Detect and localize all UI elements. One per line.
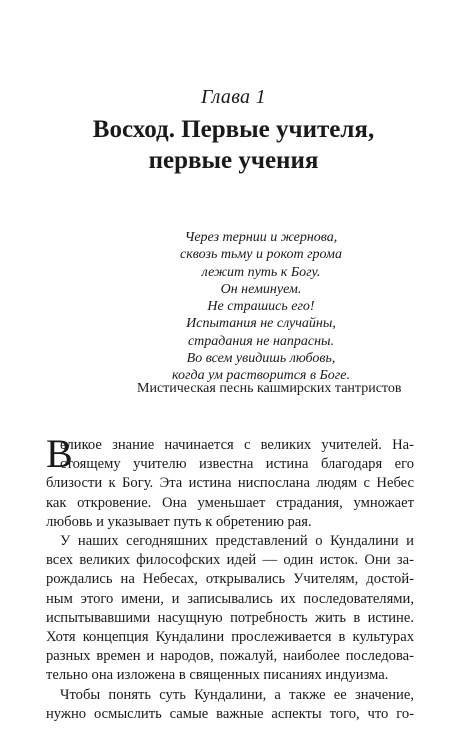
chapter-label: Глава 1 [201,86,266,108]
body-line: стоящему учителю известна истина благодаря его [60,456,414,473]
epigraph-line: страдания не напрасны. [187,333,335,349]
chapter-title-line: Восход. Первые учителя, [92,116,375,143]
body-line: всех великих философских идей — один исток. Они за- [46,552,414,569]
epigraph-line: Он неминуем. [220,281,302,297]
body-line: испытывавшими насущную потребность жить в истине. [46,609,414,626]
epigraph-line: Во всем увидишь любовь, [186,351,336,367]
body-line: тельно она изложена в священных писаниях индуизма. [46,667,389,684]
epigraph-line: Испытания не случайны, [186,316,336,332]
epigraph-line: Не страшись его! [207,299,315,315]
body-line: рождались на Небесах, открывались Учителям, достой- [46,571,414,588]
body-line: как откровение. Она уменьшает страдания, умножает [46,494,414,511]
body-line: Хотя концепция Кундалини прослеживается в культурах [46,629,414,646]
body-line: близости к Богу. Эта истина ниспослана людям с Небес [46,475,414,492]
body-text [46,431,414,724]
epigraph [151,229,371,385]
body-line: ным этого имени, и записывались их последователями, [46,590,414,607]
body-line: Чтобы понять суть Кундалини, а также ее значение, [60,686,414,703]
epigraph-line: лежит путь к Богу. [201,264,321,280]
body-line: У наших сегодняшних представлений о Кундалини и [60,533,414,550]
body-line: нужно осмыслить самые важные аспекты того, что го- [46,705,414,722]
body-line: еликое знание начинается с великих учителей. На- [60,437,414,453]
epigraph-line: Через тернии и жернова, [184,230,338,245]
epigraph-line: когда ум растворится в Боге. [172,368,350,384]
body-line: любовь и указывает путь к обретению рая. [46,513,312,530]
body-line: разных времен и народов, пожалуй, наиболее последова- [46,648,414,665]
chapter-title-line: первые учения [148,147,319,174]
epigraph-attribution: Мистическая песнь кашмирских тантристов [137,381,402,396]
chapter-title [0,114,467,176]
epigraph-line: сквозь тьму и рокот грома [180,247,342,263]
drop-cap: В [46,431,73,476]
